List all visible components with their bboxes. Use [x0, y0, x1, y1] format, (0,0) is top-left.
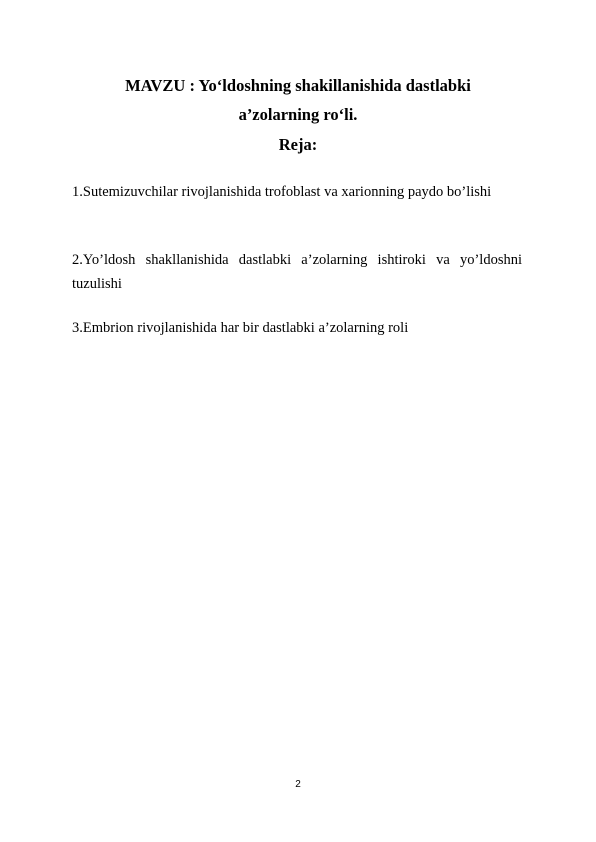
plan-item-2: 2.Yo’ldosh shakllanishida dastlabki a’zolarning ishtiroki va yo’ldoshni tuzulishi [72, 252, 522, 292]
page-title-line-1: MAVZU : Yo‘ldoshning shakillanishida dastlabki [125, 76, 471, 95]
page-number: 2 [295, 779, 301, 790]
plan-item-1: 1.Sutemizuvchilar rivojlanishida trofoblast va xarionning paydo bo’lishi [72, 184, 492, 200]
plan-heading: Reja: [278, 135, 318, 154]
plan-item-3: 3.Embrion rivojlanishida har bir dastlabki a’zolarning roli [72, 320, 409, 336]
page-title-line-2: a’zolarning ro‘li. [238, 105, 358, 124]
